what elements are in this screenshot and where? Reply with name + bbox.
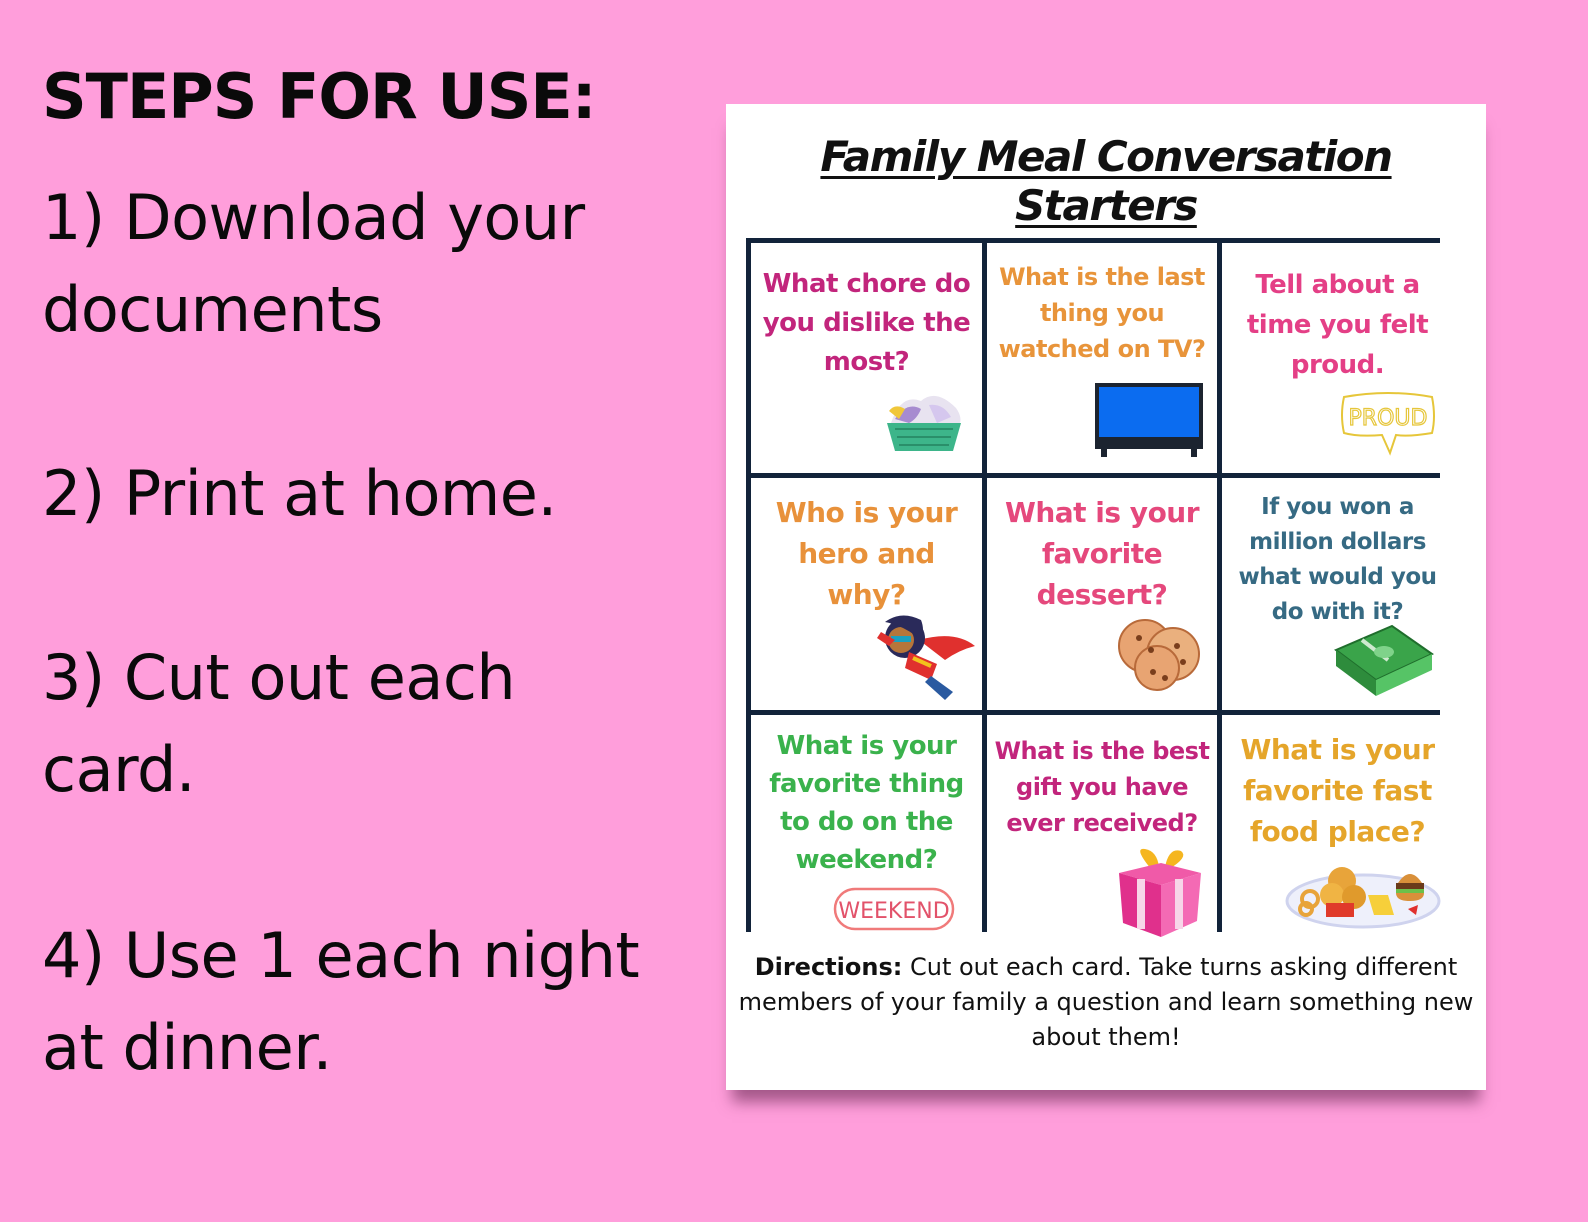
directions-text: Cut out each card. Take turns asking different members of your family a question and learn something new about them! (738, 953, 1474, 1051)
printable-sheet (726, 104, 1486, 1090)
card-text: What is your favorite thing to do on the weekend? (769, 731, 964, 875)
card-dessert (987, 478, 1217, 710)
sheet-title: Family Meal Conversation Starters (820, 132, 1392, 230)
weekend-label-icon (831, 885, 957, 933)
gift-box-icon (1115, 843, 1205, 941)
card-tv (987, 243, 1217, 473)
step-3: 3) Cut out each card. (42, 641, 516, 806)
steps-panel (42, 60, 682, 1084)
card-text: Tell about a time you felt proud. (1246, 270, 1429, 380)
superhero-icon (875, 610, 979, 706)
directions-label: Directions: (754, 953, 903, 981)
step-4: 4) Use 1 each night at dinner. (42, 919, 640, 1084)
card-text: What chore do you dislike the most? (762, 269, 971, 377)
tv-icon (1093, 381, 1205, 461)
step-1: 1) Download your documents (42, 181, 585, 346)
weekend-label: WEEKEND (838, 899, 950, 924)
card-text: What is your favorite fast food place? (1240, 733, 1435, 848)
card-grid (746, 238, 1440, 932)
steps-title: STEPS FOR USE: (42, 60, 596, 133)
card-million (1222, 478, 1453, 710)
card-text: What is your favorite dessert? (1004, 496, 1200, 611)
card-text: If you won a million dollars what would you do with it? (1238, 494, 1437, 625)
card-text: What is the best gift you have ever received? (994, 737, 1210, 837)
card-text: What is the last thing you watched on TV? (998, 263, 1206, 363)
card-chore (751, 243, 982, 473)
card-gift (987, 715, 1217, 945)
card-weekend (751, 715, 982, 945)
card-fast-food (1222, 715, 1453, 945)
cookies-icon (1117, 606, 1203, 692)
step-2: 2) Print at home. (42, 457, 557, 530)
card-hero (751, 478, 982, 710)
proud-speech-bubble-icon (1338, 391, 1438, 461)
card-proud (1222, 243, 1453, 473)
directions (736, 950, 1476, 1055)
laundry-basket-icon (881, 383, 967, 453)
money-stack-icon (1332, 620, 1436, 700)
proud-label: PROUD (1348, 406, 1428, 431)
card-text: Who is your hero and why? (775, 496, 958, 611)
fast-food-plate-icon (1284, 853, 1442, 929)
